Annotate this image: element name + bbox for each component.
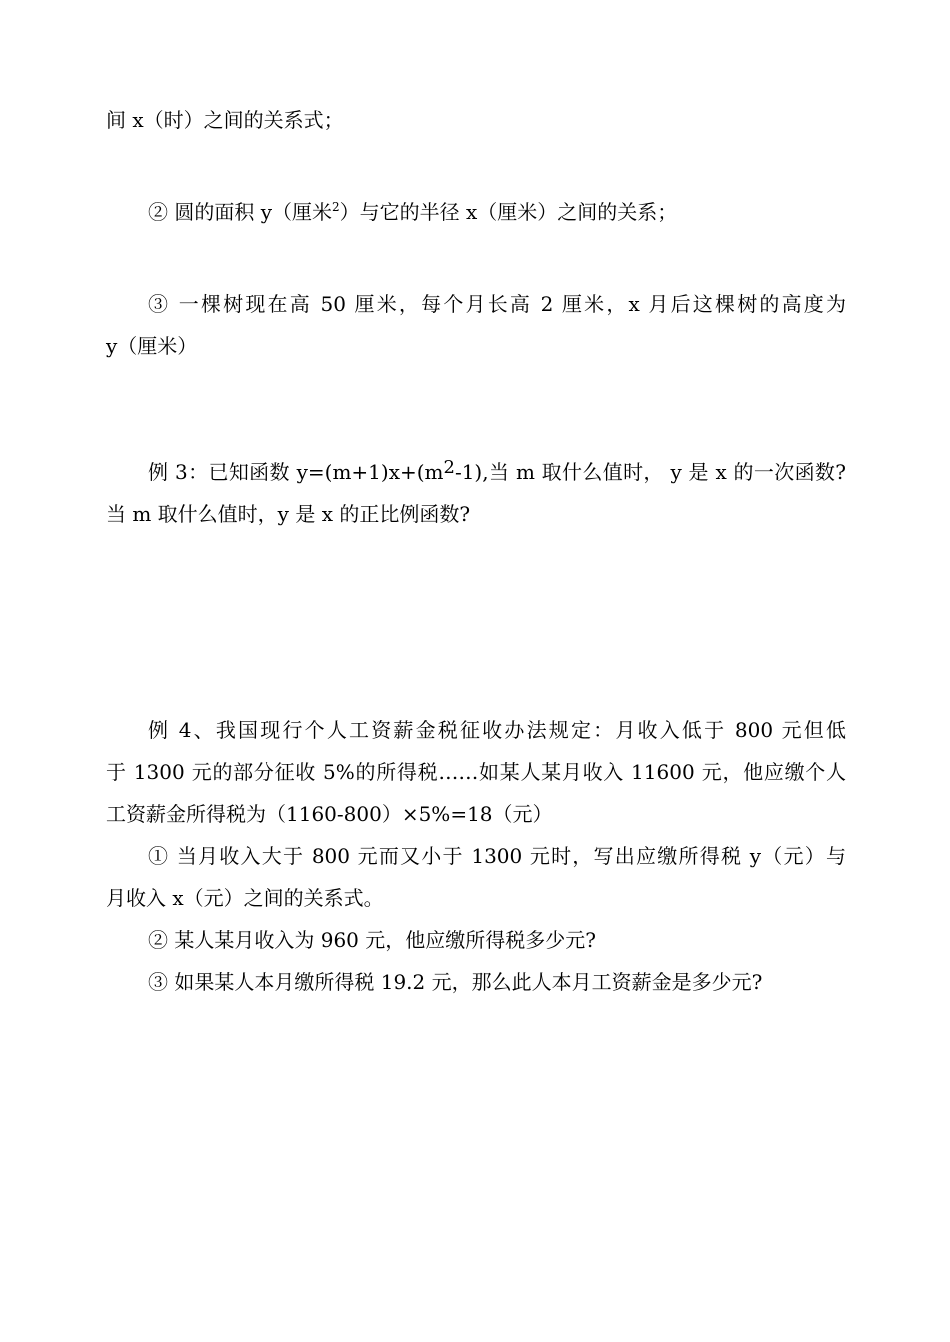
line-text: 工资薪金所得税为（1160-800）×5%=18（元） <box>106 802 553 826</box>
line-text: 间 x（时）之间的关系式； <box>106 108 344 132</box>
question-circle-area <box>148 192 846 232</box>
example-4-line-3 <box>106 794 846 834</box>
question-tree-height-cont <box>106 326 846 366</box>
text-line-relation-time <box>106 100 846 140</box>
example-4-line-2 <box>106 752 846 792</box>
line-text: ② 某人某月收入为 960 元，他应缴所得税多少元? <box>148 928 596 952</box>
example-4-question-3 <box>148 962 846 1002</box>
example-4-question-2 <box>148 920 846 960</box>
line-text: ③ 如果某人本月缴所得税 19.2 元，那么此人本月工资薪金是多少元? <box>148 970 763 994</box>
line-text: -1),当 m 取什么值时， y 是 x 的一次函数? <box>454 460 846 484</box>
line-text: 于 1300 元的部分征收 5%的所得税……如某人某月收入 11600 元，他应缴个人 <box>106 760 846 784</box>
superscript: 2 <box>443 457 455 478</box>
example-4-line-1 <box>148 710 846 750</box>
superscript: 2 <box>332 200 340 214</box>
example-4-question-1 <box>148 836 846 876</box>
example-3-line-2 <box>106 494 846 534</box>
line-text: ② 圆的面积 y（厘米 <box>148 200 333 224</box>
line-text: 例 4、我国现行个人工资薪金税征收办法规定：月收入低于 800 元但低 <box>148 718 846 742</box>
line-text: y（厘米） <box>106 334 198 358</box>
line-text: ③ 一棵树现在高 50 厘米，每个月长高 2 厘米，x 月后这棵树的高度为 <box>148 292 846 316</box>
example-3-line-1 <box>148 452 846 492</box>
example-4-question-1-cont <box>106 878 846 918</box>
line-text: ① 当月收入大于 800 元而又小于 1300 元时，写出应缴所得税 y（元）与 <box>148 844 846 868</box>
line-text: 月收入 x（元）之间的关系式。 <box>106 886 384 910</box>
line-text: 例 3：已知函数 y=(m+1)x+(m <box>148 460 444 484</box>
line-text: ）与它的半径 x（厘米）之间的关系； <box>339 200 678 224</box>
line-text: 当 m 取什么值时，y 是 x 的正比例函数? <box>106 502 471 526</box>
question-tree-height <box>148 284 846 324</box>
